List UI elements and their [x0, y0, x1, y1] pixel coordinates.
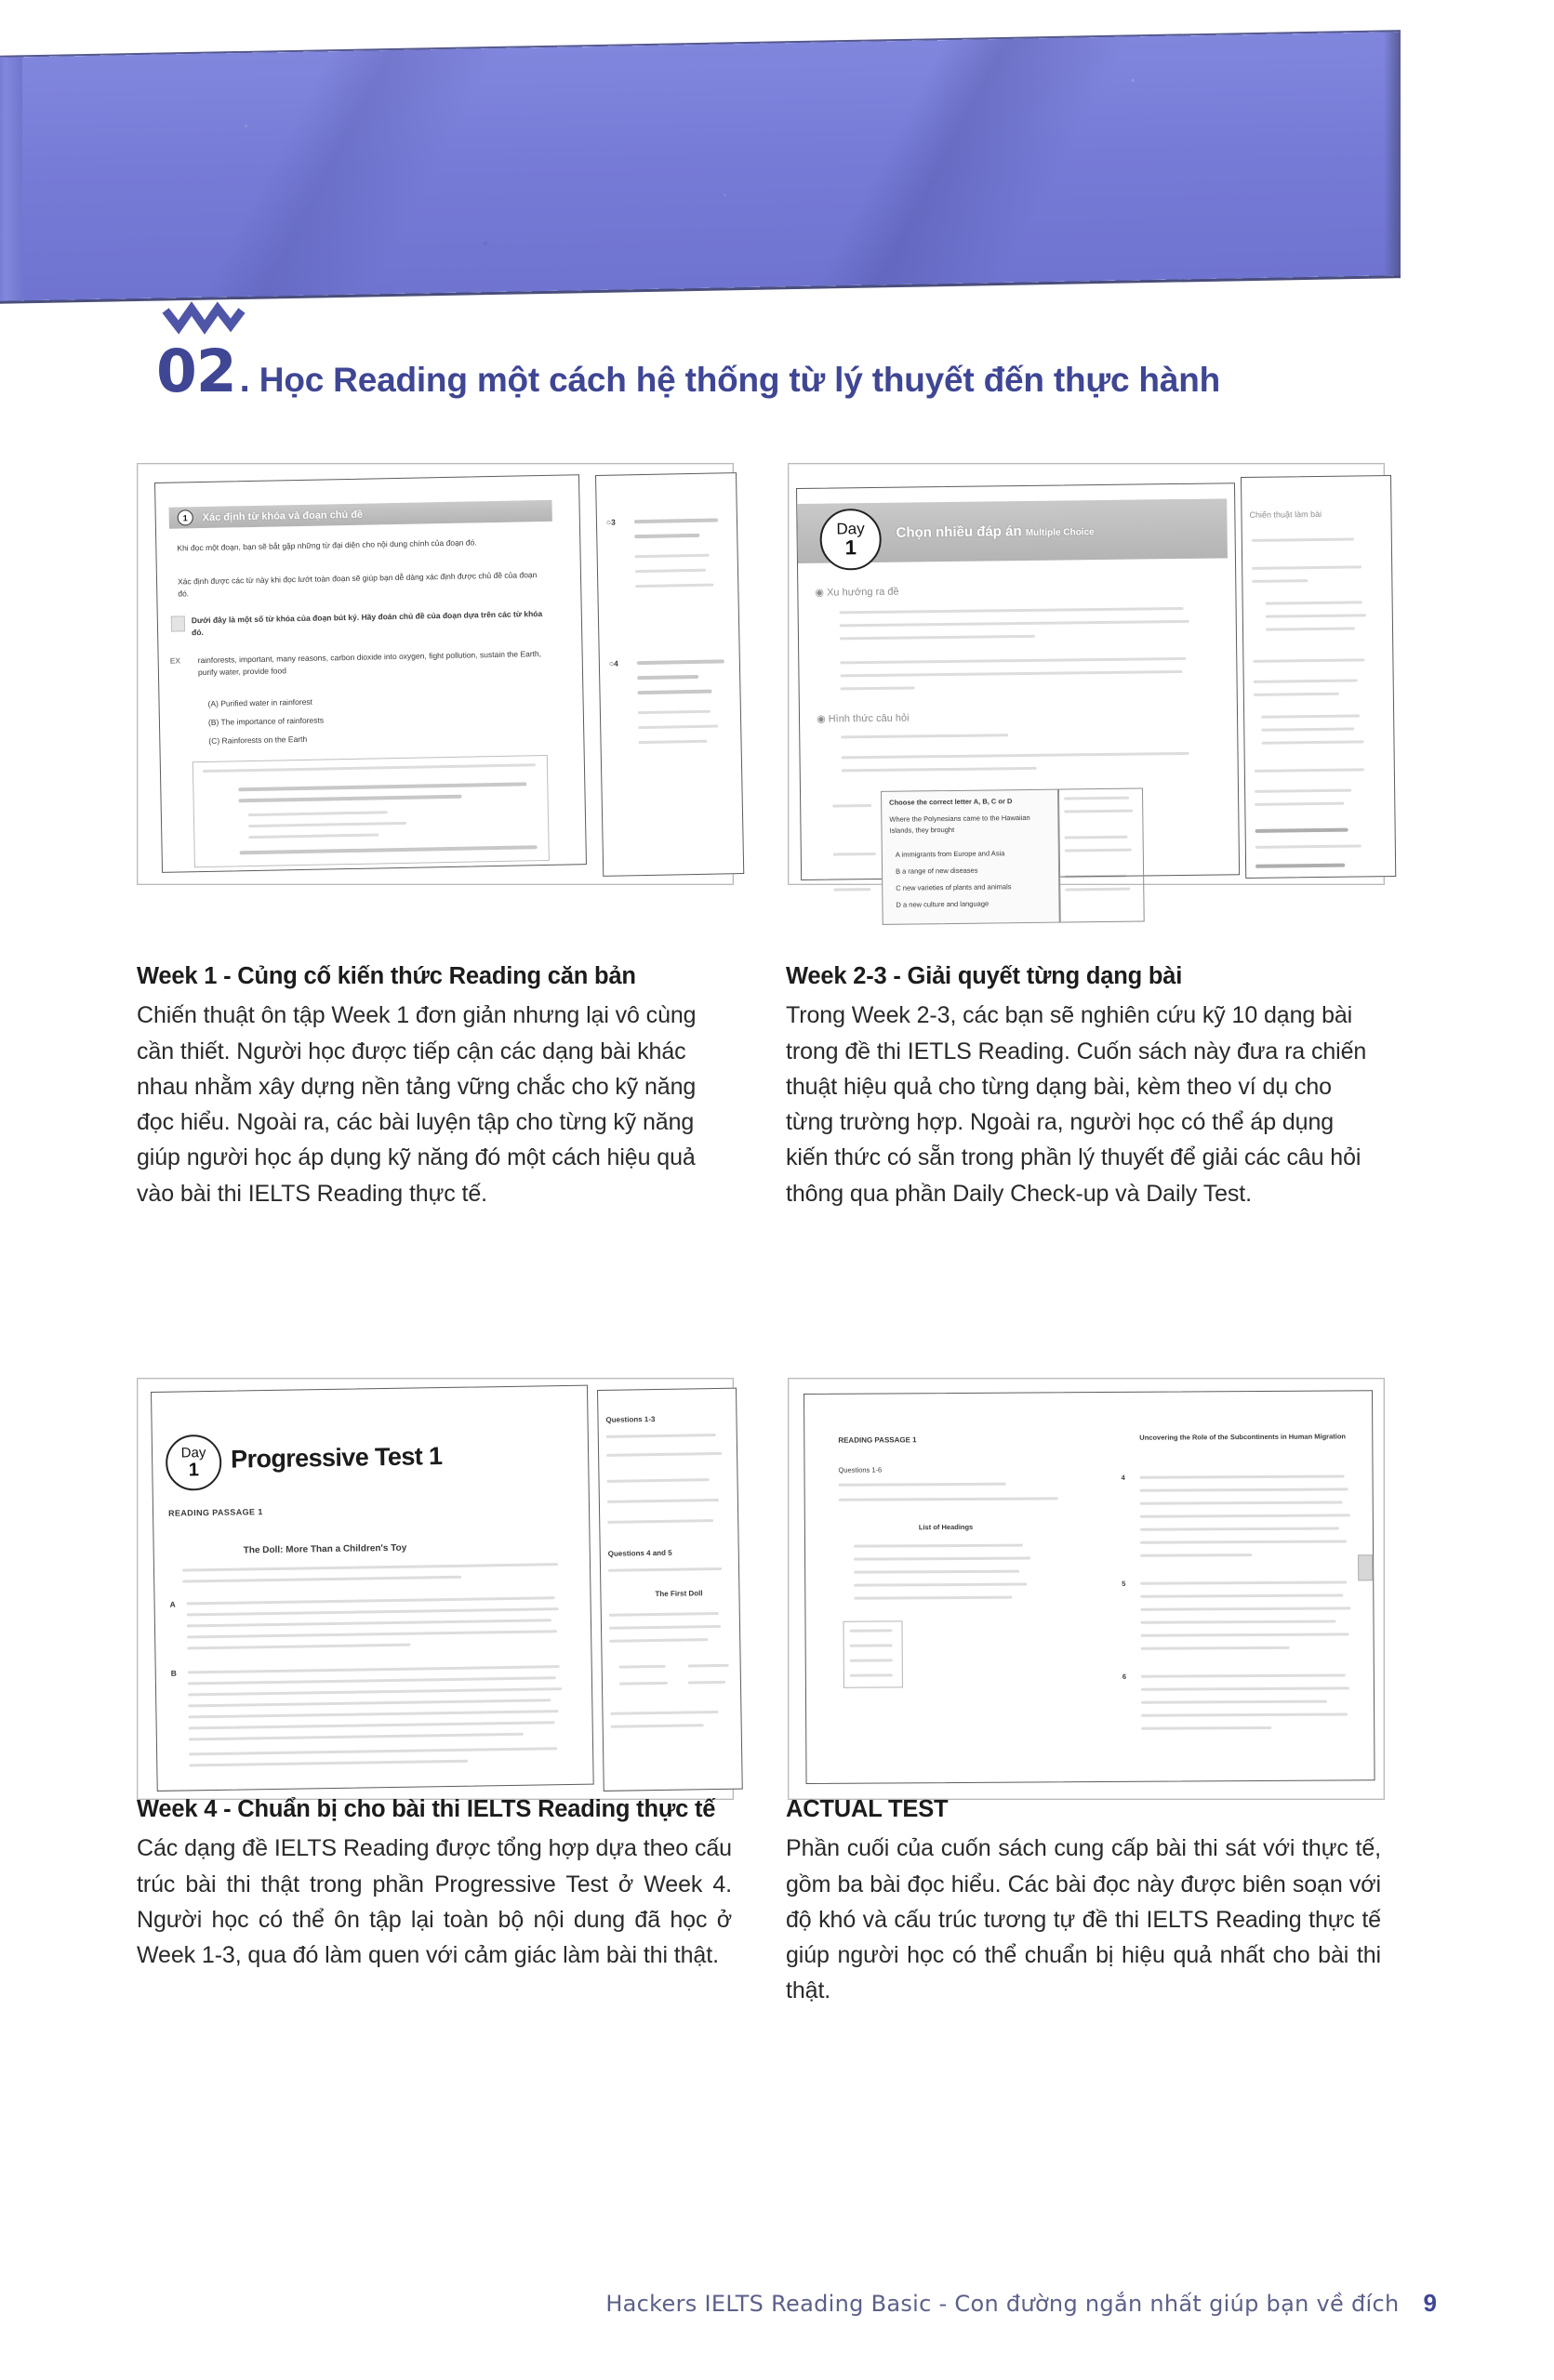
sample-option: C new varieties of plants and animals	[896, 882, 1012, 892]
sample-question: Where the Polynesians came to the Hawaiian Islands, they brought	[889, 813, 1030, 835]
example-label: EX	[169, 655, 181, 666]
section-week-2-3	[786, 959, 1381, 1211]
sample-question-box	[881, 789, 1061, 925]
side-heading: Questions 4 and 5	[607, 1548, 672, 1558]
book-spine-banner	[0, 32, 1401, 301]
sample-option: D a new culture and language	[896, 899, 990, 909]
sample-translation-box	[1057, 787, 1145, 922]
sample-option: A immigrants from Europe and Asia	[895, 849, 1005, 859]
answer-box	[193, 755, 550, 867]
chapter-separator: .	[239, 359, 250, 400]
section-body: Các dạng đề IELTS Reading được tổng hợp dựa theo cấu trúc bài thi thật trong phần Progressive Test ở Week 4. Người học có thể ôn tập lại toàn bộ nội dung đã học ở Week 1-3, qua đó làm quen với cảm giác làm bài thi thật.	[137, 1835, 732, 1969]
page-number: 9	[1423, 2289, 1437, 2317]
option-item: (A) Purified water in rainforest	[207, 696, 313, 708]
day-title	[896, 522, 1094, 541]
bullet-item: Xác định được các từ này khi đọc lướt toàn đoạn sẽ giúp bạn dễ dàng xác định được chủ đề của đoạn đó.	[177, 570, 538, 599]
thumbnail-row-bottom	[0, 1378, 1554, 1800]
side-heading: Questions 1-3	[605, 1415, 656, 1424]
subsection-heading: ◉ Hình thức câu hỏi	[816, 712, 910, 725]
example-keywords: rainforests, important, many reasons, carbon dioxide into oxygen, fight pollution, sustain the Earth, purify water, provide food	[197, 649, 542, 678]
passage-title: The Doll: More Than a Children's Toy	[243, 1542, 407, 1556]
day-number: 1	[844, 536, 857, 560]
section-body: Phần cuối của cuốn sách cung cấp bài thi sát với thực tế, gồm ba bài đọc hiểu. Các bài đọc này được biên soạn với độ khó và cấu trúc tương tự đề thi IELTS Reading thực tế giúp người học có thể chuẩn bị hiệu quả nhất cho bài thi thật.	[786, 1835, 1381, 2004]
instruction-text: Dưới đây là một số từ khóa của đoạn bút ký. Hãy đoán chủ đề của đoạn dựa trên các từ khóa đó.	[191, 609, 543, 638]
section-week-1	[137, 959, 732, 1211]
thumbnail-week4-preview[interactable]	[137, 1378, 734, 1800]
scanned-page-right-partial: ○3 ○4	[595, 472, 744, 877]
page-tab-marker	[1358, 1554, 1373, 1580]
day-title-vi: Chọn nhiều đáp án	[896, 522, 1022, 541]
section-body: Trong Week 2-3, các bạn sẽ nghiên cứu kỹ 10 dạng bài trong đề thi IETLS Reading. Cuốn sách này đưa ra chiến thuật hiệu quả cho từng dạng bài, kèm theo ví dụ cho từng trường hợp. Ngoài ra, người học có thể áp dụng kiến thức có sẵn trong phần lý thuyết để giải các câu hỏi thông qua phần Daily Check-up và Daily Test.	[786, 1002, 1367, 1207]
sample-option: B a range of new diseases	[895, 866, 978, 876]
section-heading: Week 2-3 - Giải quyết từng dạng bài	[786, 963, 1183, 989]
side-note: The First Doll	[655, 1589, 703, 1599]
questions-label: Questions 1-6	[838, 1465, 883, 1474]
side-heading: Chiến thuật làm bài	[1249, 509, 1322, 520]
subsection-heading: ◉ Xu hướng ra đề	[815, 586, 899, 599]
thumbnail-actual-test-preview[interactable]	[788, 1378, 1385, 1800]
bullet-item: Khi đọc một đoạn, bạn sẽ bắt gặp những từ đại diện cho nội dung chính của đoạn đó.	[177, 537, 477, 553]
scanned-page-right-partial	[597, 1388, 743, 1792]
zigzag-ornament-icon	[164, 305, 244, 333]
note-icon	[171, 615, 185, 631]
scanned-page-left	[796, 483, 1240, 909]
side-passage-title: Uncovering the Role of the Subcontinents in Human Migration	[1139, 1432, 1346, 1442]
page-footer	[0, 2289, 1554, 2318]
headings-label: List of Headings	[918, 1522, 974, 1532]
sample-instruction: Choose the correct letter A, B, C or D	[889, 797, 1013, 807]
section-heading: Week 4 - Chuẩn bị cho bài thi IELTS Reading thực tế	[137, 1796, 716, 1822]
section-heading: Week 1 - Củng cố kiến thức Reading căn bản	[137, 963, 636, 989]
section-header-bar	[169, 500, 552, 529]
scanned-page-right-partial	[1241, 475, 1396, 879]
passage-label: READING PASSAGE 1	[838, 1435, 917, 1445]
text-row-bottom	[0, 1792, 1554, 2009]
banner-spine-edge	[0, 57, 22, 301]
footer-book-title: Hackers IELTS Reading Basic - Con đường ngắn nhất giúp bạn về đích	[605, 2291, 1400, 2317]
section-heading: ACTUAL TEST	[786, 1796, 949, 1822]
day-number: 1	[188, 1460, 200, 1481]
chapter-title: Học Reading một cách hệ thống từ lý thuyết đến thực hành	[259, 361, 1221, 399]
page-title	[156, 337, 1421, 405]
thumbnail-week1-preview[interactable]	[137, 463, 734, 885]
chapter-number: 02	[156, 337, 236, 405]
scanned-page-spread: READING PASSAGE 1 Questions 1-6 List of Headings Uncovering the Role of the Subcontinents in Human Migration 4 5 6	[804, 1390, 1375, 1784]
passage-label: READING PASSAGE 1	[167, 1507, 263, 1518]
progressive-test-title: Progressive Test 1	[230, 1442, 443, 1474]
option-item: (B) The importance of rainforests	[207, 715, 325, 727]
section-week-4	[137, 1792, 732, 2009]
section-number-badge: 1	[178, 509, 193, 525]
section-body: Chiến thuật ôn tập Week 1 đơn giản nhưng lại vô cùng cần thiết. Người học được tiếp cận các dạng bài khác nhau nhằm xây dựng nền tảng vững chắc cho kỹ năng đọc hiểu. Ngoài ra, các bài luyện tập cho từng kỹ năng giúp người học áp dụng kỹ năng đó một cách hiệu quả vào bài thi IELTS Reading thực tế.	[137, 1002, 697, 1207]
section-title-text: Xác định từ khóa và đoạn chủ đề	[202, 509, 364, 523]
day-label: Day	[180, 1445, 206, 1461]
day-badge	[166, 1435, 222, 1491]
scanned-page-left	[154, 474, 587, 873]
thumbnail-row-top	[0, 463, 1554, 909]
thumbnail-week23-preview[interactable]	[788, 463, 1385, 909]
option-item: (C) Rainforests on the Earth	[208, 734, 308, 746]
section-actual-test	[786, 1792, 1381, 2009]
day-label: Day	[836, 520, 865, 538]
banner-right-edge	[1384, 32, 1401, 275]
day-title-en: Multiple Choice	[1025, 526, 1095, 538]
scanned-page-left: Day 1 Progressive Test 1 READING PASSAGE 1 The Doll: More Than a Children's Toy A B	[151, 1385, 594, 1792]
text-row-top	[0, 959, 1554, 1211]
